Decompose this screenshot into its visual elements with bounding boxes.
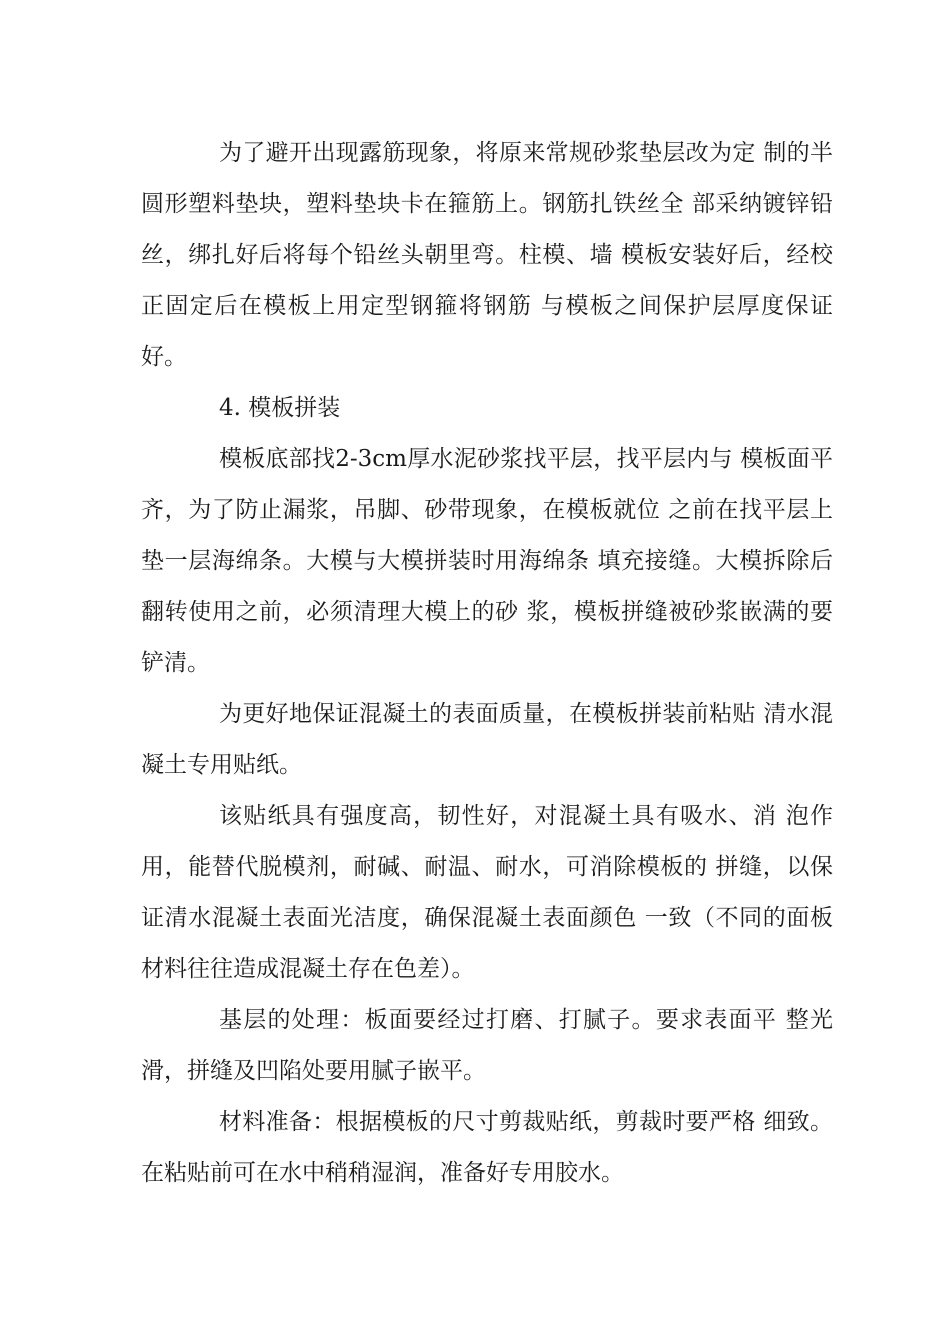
section-heading-formwork-assembly: 4. 模板拼装 (219, 395, 341, 421)
paragraph-base-treatment: 基层的处理：板面要经过打磨、打腻子。要求表面平 整光滑，拼缝及凹陷处要用腻子嵌平。 (141, 1007, 833, 1084)
paragraph-material-preparation: 材料准备：根据模板的尺寸剪裁贴纸，剪裁时要严格 细致。在粘贴前可在水中稍稍湿润，准备好专用胶水。 (141, 1109, 833, 1186)
paragraph-sticker-properties: 该贴纸具有强度高，韧性好，对混凝土具有吸水、消 泡作用，能替代脱模剂，耐碱、耐温、耐水，可消除模板的 拼缝，以保证清水混凝土表面光洁度，确保混凝土表面颜色 一致（不同的面板材料往往造成混凝土存在色差）。 (141, 803, 833, 982)
document-body (141, 128, 833, 1199)
paragraph-rebar-cover: 为了避开出现露筋现象，将原来常规砂浆垫层改为定 制的半圆形塑料垫块，塑料垫块卡在箍筋上。钢筋扎铁丝全 部采纳镀锌铅丝，绑扎好后将每个铅丝头朝里弯。柱模、墙 模板安装好后，经校正固定后在模板上用定型钢箍将钢筋 与模板之间保护层厚度保证好。 (141, 140, 833, 370)
paragraph-surface-quality: 为更好地保证混凝土的表面质量，在模板拼装前粘贴 清水混凝土专用贴纸。 (141, 701, 833, 778)
paragraph-leveling-layer: 模板底部找2-3cm厚水泥砂浆找平层，找平层内与 模板面平齐，为了防止漏浆，吊脚、砂带现象，在模板就位 之前在找平层上垫一层海绵条。大模与大模拼装时用海绵条 填充接缝。大模拆除后翻转使用之前，必须清理大模上的砂 浆，模板拼缝被砂浆嵌满的要铲清。 (141, 446, 833, 676)
